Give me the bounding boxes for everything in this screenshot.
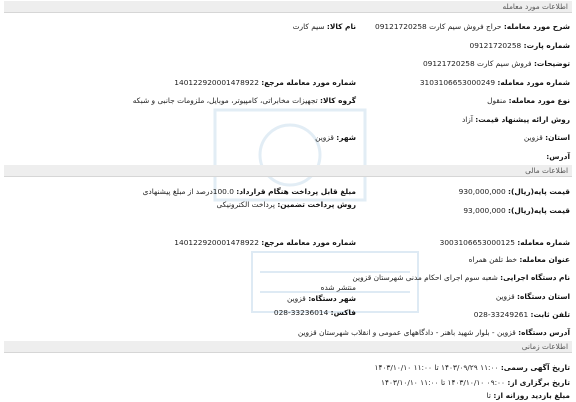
org-province-label: استان دستگاه: <box>517 292 570 301</box>
deal-ref-value: 140122920001478922 <box>174 238 259 247</box>
deal-ref-label: شماره مورد معامله مرجع: <box>261 238 356 247</box>
province-value: قزوین <box>523 133 543 142</box>
address-row <box>546 151 570 163</box>
deal-no-row <box>440 237 570 249</box>
province-label: استان: <box>545 133 570 142</box>
method-value: آزاد <box>461 115 473 124</box>
org-city-value: قزوین <box>286 294 306 303</box>
guarantee-method-label: روش پرداخت تضمین: <box>277 200 356 209</box>
org-city-label: شهر دستگاه: <box>308 294 356 303</box>
org-province-value: قزوین <box>495 292 515 301</box>
guarantee-method-row <box>217 199 357 211</box>
fax-value: 33236014-028 <box>273 308 329 317</box>
type-row <box>487 95 570 107</box>
visit-row <box>487 390 570 402</box>
org-label: نام دستگاه اجرایی: <box>500 273 570 282</box>
phone-row <box>474 309 570 321</box>
base-price-row <box>459 186 570 198</box>
city-row <box>315 132 356 144</box>
part-label: شماره پارت: <box>523 41 570 50</box>
goods-label: نام کالا: <box>326 22 356 31</box>
province-row <box>524 132 570 144</box>
org-row <box>352 272 570 284</box>
part-row <box>470 40 570 52</box>
deal-title-row <box>469 254 570 266</box>
goods-value: سیم کارت <box>292 22 325 31</box>
payable-label: مبلغ قابل پرداخت هنگام قرارداد: <box>236 187 356 196</box>
type-value: منقول <box>487 96 507 105</box>
phone-value: 33249261-028 <box>473 310 529 319</box>
deal-title-value: خط تلفن همراه <box>468 255 517 264</box>
status-value: منتشر شده <box>320 283 356 292</box>
section-header-details: اطلاعات مورد معامله <box>4 1 572 13</box>
org-province-row <box>496 291 570 303</box>
deal-title-label: عنوان معامله: <box>519 255 570 264</box>
group-label: گروه کالا: <box>320 96 356 105</box>
org-city-row <box>287 293 356 305</box>
address-label: آدرس: <box>546 152 570 161</box>
section-header-financial: اطلاعات مالی <box>4 165 572 177</box>
ad-date-row <box>375 362 571 374</box>
ad-date-value: ۱۱:۰۰ ۱۴۰۳/۰۹/۲۹ تا ۱۱:۰۰ ۱۴۰۳/۱۰/۱۰ <box>374 363 499 372</box>
fax-label: فاکس: <box>330 308 356 317</box>
ad-date-label: تاریخ آگهی رسمی: <box>500 363 570 372</box>
payable-value: 100.0درصد از مبلغ پیشنهادی <box>142 187 234 196</box>
notes-value: فروش سیم کارت 09121720258 <box>422 59 532 68</box>
ref-no-row <box>174 77 356 89</box>
org-address-value: قزوین - بلوار شهید باهنر - دادگاههای عمومی و انقلاب شهرستان قزوین <box>297 328 516 337</box>
fax-row <box>274 307 356 319</box>
group-row <box>133 95 356 107</box>
org-address-label: آدرس دستگاه: <box>518 328 570 337</box>
guarantee-value: 93,000,000 <box>463 206 506 215</box>
item-no-row <box>420 77 570 89</box>
notes-label: توضیحات: <box>533 59 570 68</box>
auction-date-value: ۰۹:۰۰ ۱۴۰۳/۱۰/۱۰ تا ۱۱:۰۰ ۱۴۰۳/۱۰/۱۰ <box>381 378 505 387</box>
section-header-timing: اطلاعات زمانی <box>4 341 572 353</box>
base-price-value: 930,000,000 <box>458 187 506 196</box>
ref-no-value: 140122920001478922 <box>174 78 259 87</box>
method-label: روش ارائه پیشنهاد قیمت: <box>475 115 570 124</box>
org-address-row <box>298 327 570 339</box>
part-value: 09121720258 <box>469 41 522 50</box>
group-value: تجهیزات مخابراتی، کامپیوتر، موبایل، ملزومات جانبی و شبکه <box>132 96 318 105</box>
visit-value: تا <box>486 391 491 400</box>
deal-no-label: شماره معامله: <box>517 238 570 247</box>
deal-ref-row <box>174 237 356 249</box>
auction-date-row <box>381 377 570 389</box>
guarantee-row <box>463 205 570 217</box>
city-value: قزوین <box>315 133 334 142</box>
ref-no-label: شماره مورد معامله مرجع: <box>261 78 356 87</box>
org-value: شعبه سوم اجرای احکام مدنی شهرستان قزوین <box>352 273 498 282</box>
city-label: شهر: <box>336 133 356 142</box>
description-row <box>375 21 570 33</box>
item-no-label: شماره مورد معامله: <box>497 78 570 87</box>
notes-row <box>423 58 570 70</box>
phone-label: تلفن ثابت: <box>530 310 570 319</box>
guarantee-method-value: پرداخت الکترونیکی <box>216 200 275 209</box>
payable-row <box>143 186 356 198</box>
base-price-label: قیمت پایه(ریال): <box>508 187 570 196</box>
visit-label: مبلغ بازدید روزانه از: <box>493 391 570 400</box>
type-label: نوع مورد معامله: <box>508 96 570 105</box>
goods-row <box>293 21 356 33</box>
guarantee-label: قیمت پایه(ریال): <box>508 206 570 215</box>
method-row <box>462 114 570 126</box>
auction-date-label: تاریخ برگزاری از: <box>507 378 570 387</box>
item-no-value: 3103106653000249 <box>419 78 496 87</box>
description-label: شرح مورد معامله: <box>503 22 570 31</box>
deal-no-value: 3003106653000125 <box>439 238 515 247</box>
description-value: حراج فروش سیم کارت 09121720258 <box>375 22 502 31</box>
